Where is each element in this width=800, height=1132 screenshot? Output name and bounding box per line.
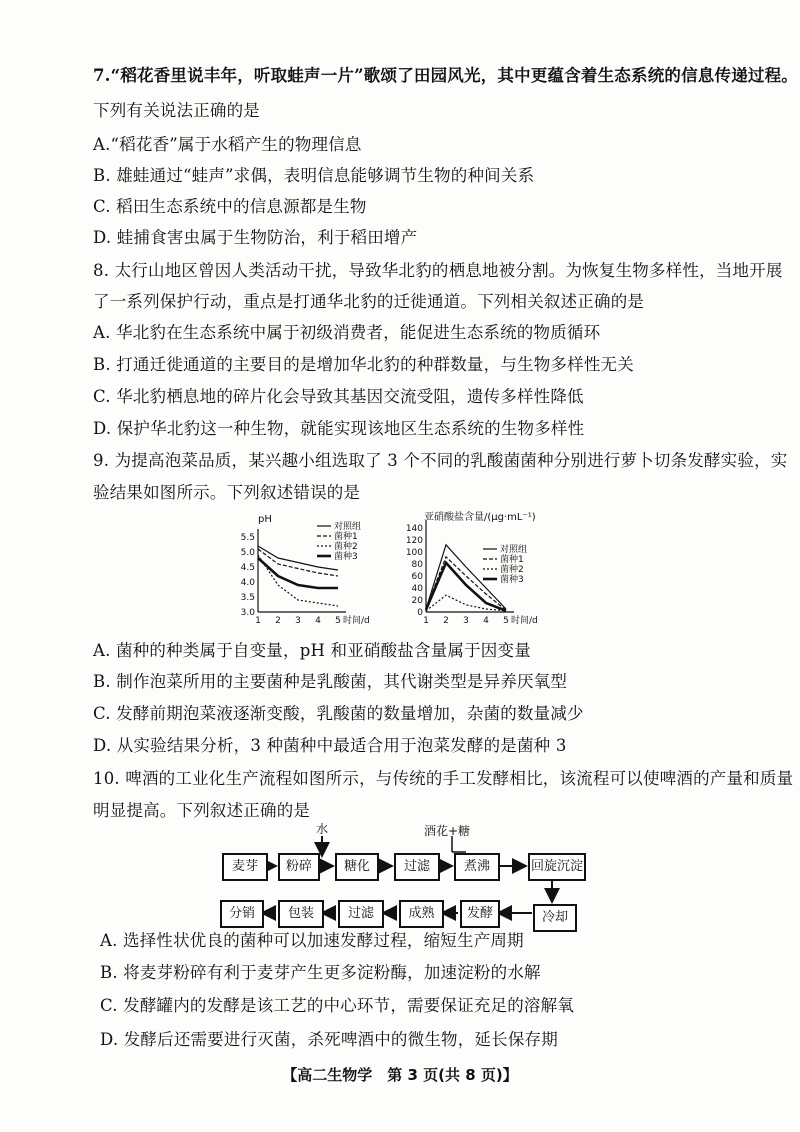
- q10-stem-line2: 明显提高。下列叙述正确的是: [93, 801, 311, 820]
- q8-option-d: D. 保护华北豹这一种生物，就能实现该地区生态系统的生物多样性: [93, 419, 585, 438]
- step-whirlpool: 回旋沉淀: [528, 853, 586, 881]
- x-axis-label: 时间/d: [511, 616, 538, 626]
- q8-option-c: C. 华北豹栖息地的碎片化会导致其基因交流受阻，遗传多样性降低: [93, 387, 584, 406]
- y-tick-label: 3.5: [240, 593, 255, 603]
- q8-option-a: A. 华北豹在生态系统中属于初级消费者，能促进生态系统的物质循环: [93, 323, 601, 342]
- hops-sugar-label: 酒花+糖: [424, 824, 471, 838]
- q9-option-d: D. 从实验结果分析，3 种菌种中最适合用于泡菜发酵的是菌种 3: [93, 736, 567, 755]
- q10-option-d: D. 发酵后还需要进行灭菌，杀死啤酒中的微生物，延长保存期: [100, 1030, 558, 1049]
- q9-stem-line2: 验结果如图所示。下列叙述错误的是: [93, 483, 361, 502]
- y-axis-label: 亚硝酸盐含量/(μg·mL⁻¹): [424, 512, 536, 523]
- q10-option-b: B. 将麦芽粉碎有利于麦芽产生更多淀粉酶，加速淀粉的水解: [100, 963, 541, 982]
- step-package: 包装: [278, 900, 324, 928]
- q7-stem-line1: 7.“稻花香里说丰年，听取蛙声一片”歌颂了田园风光，其中更蕴含着生态系统的信息传递过程。: [93, 66, 799, 85]
- legend-label: 菌种1: [334, 532, 358, 542]
- q10-option-a: A. 选择性状优良的菌种可以加速发酵过程，缩短生产周期: [100, 931, 524, 950]
- x-tick-label: 1: [423, 616, 429, 626]
- x-tick-label: 1: [255, 616, 261, 626]
- x-tick-label: 5: [503, 616, 509, 626]
- legend-label: 菌种2: [334, 542, 358, 552]
- y-tick-label: 80: [411, 560, 423, 570]
- x-tick-label: 3: [463, 616, 469, 626]
- y-tick-label: 100: [405, 548, 423, 558]
- q9-option-a: A. 菌种的种类属于自变量，pH 和亚硝酸盐含量属于因变量: [93, 641, 531, 660]
- q7-option-d: D. 蛙捕食害虫属于生物防治，利于稻田增产: [93, 228, 418, 247]
- y-tick-label: 120: [405, 536, 423, 546]
- y-tick-label: 5.5: [240, 533, 255, 543]
- page-footer: 【高二生物学 第 3 页(共 8 页)】: [282, 1066, 518, 1084]
- y-tick-label: 3.0: [240, 608, 255, 618]
- q10-stem-line1: 10. 啤酒的工业化生产流程如图所示，与传统的手工发酵相比，该流程可以使啤酒的产量和质量: [93, 769, 794, 788]
- q9-option-b: B. 制作泡菜所用的主要菌种是乳酸菌，其代谢类型是异养厌氧型: [93, 672, 568, 691]
- y-tick-label: 5.0: [240, 548, 255, 558]
- q8-stem-line1: 8. 太行山地区曾因人类活动干扰，导致华北豹的栖息地被分割。为恢复生物多样性，当地开展: [93, 261, 783, 280]
- legend-label: 对照组: [500, 545, 528, 555]
- step-saccharify: 糖化: [335, 853, 379, 881]
- q9-option-c: C. 发酵前期泡菜液逐渐变酸，乳酸菌的数量增加，杂菌的数量减少: [93, 704, 584, 723]
- x-tick-label: 4: [483, 616, 489, 626]
- step-mature: 成熟: [399, 900, 444, 928]
- q9-stem-line1: 9. 为提高泡菜品质，某兴趣小组选取了 3 个不同的乳酸菌菌种分别进行萝卜切条发酵实验，实: [93, 451, 788, 470]
- legend-label: 菌种3: [334, 552, 358, 562]
- x-tick-label: 2: [443, 616, 449, 626]
- legend-label: 菌种1: [500, 555, 524, 565]
- step-ferment: 发酵: [460, 900, 500, 928]
- y-tick-label: 20: [411, 596, 423, 606]
- y-tick-label: 0: [417, 608, 423, 618]
- y-tick-label: 60: [411, 572, 423, 582]
- legend-label: 菌种2: [500, 565, 524, 575]
- q7-option-c: C. 稻田生态系统中的信息源都是生物: [93, 197, 367, 216]
- y-tick-label: 140: [405, 524, 423, 534]
- step-malt: 麦芽: [222, 853, 268, 881]
- y-tick-label: 40: [411, 584, 423, 594]
- x-tick-label: 3: [295, 616, 301, 626]
- y-tick-label: 4.0: [240, 578, 255, 588]
- q7-stem-line2: 下列有关说法正确的是: [93, 101, 260, 120]
- step-crush: 粉碎: [278, 853, 320, 881]
- legend-label: 对照组: [334, 522, 362, 532]
- step-filter-2: 过滤: [338, 900, 384, 928]
- q7-option-b: B. 雄蛙通过“蛙声”求偶，表明信息能够调节生物的种间关系: [93, 166, 535, 185]
- q10-option-c: C. 发酵罐内的发酵是该工艺的中心环节，需要保证充足的溶解氧: [100, 996, 575, 1015]
- y-tick-label: 4.5: [240, 563, 255, 573]
- q7-option-a: A.“稻花香”属于水稻产生的物理信息: [93, 135, 362, 154]
- x-tick-label: 5: [335, 616, 341, 626]
- water-label: 水: [316, 822, 329, 836]
- step-cool: 冷却: [533, 904, 577, 932]
- x-tick-label: 2: [275, 616, 281, 626]
- step-boil: 煮沸: [454, 853, 500, 881]
- legend-label: 菌种3: [500, 575, 524, 585]
- q8-stem-line2: 了一系列保护行动，重点是打通华北豹的迁徙通道。下列相关叙述正确的是: [93, 292, 645, 311]
- x-tick-label: 4: [315, 616, 321, 626]
- y-axis-label: pH: [258, 514, 272, 525]
- x-axis-label: 时间/d: [343, 616, 370, 626]
- step-filter-1: 过滤: [394, 853, 440, 881]
- step-distribute: 分销: [220, 900, 264, 928]
- q8-option-b: B. 打通迁徙通道的主要目的是增加华北豹的种群数量，与生物多样性无关: [93, 355, 634, 374]
